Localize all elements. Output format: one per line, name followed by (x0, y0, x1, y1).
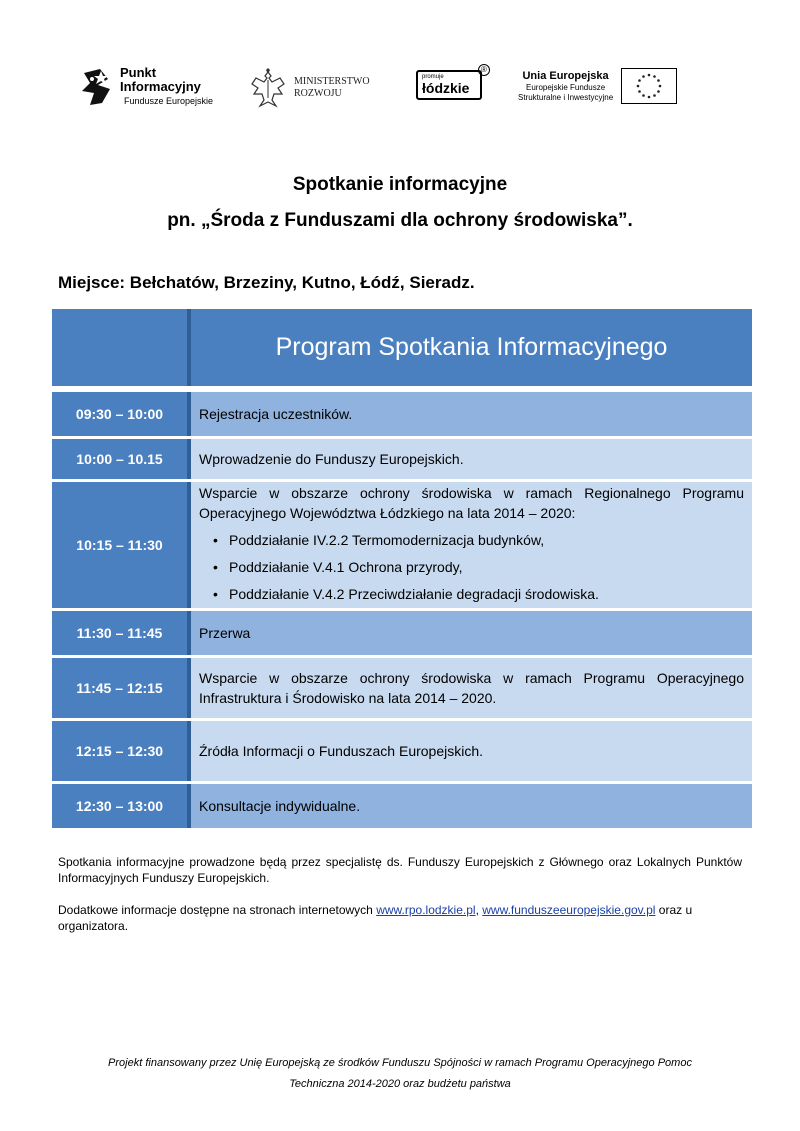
pif-star-icon (80, 67, 114, 107)
bullet-list (199, 527, 744, 608)
lodzkie-small-text: promuje (422, 74, 444, 80)
table-row (52, 439, 752, 479)
table-row (52, 784, 752, 828)
ue-line2: Europejskie Fundusze (526, 83, 606, 92)
logo-bar (0, 60, 800, 120)
time-cell: 11:45 – 12:15 (52, 658, 191, 718)
organizer-note: Spotkania informacyjne prowadzone będą przez specjalistę ds. Funduszy Europejskich z Głównego oraz Lokalnych Punktów Informacyjnych Funduszy Europejskich. (58, 855, 742, 885)
time-cell: 10:00 – 10.15 (52, 439, 191, 479)
activity-text: Wsparcie w obszarze ochrony środowiska w ramach Regionalnego Programu Operacyjnego Województwa Łódzkiego na lata 2014 – 2020: (199, 484, 744, 521)
table-row (52, 658, 752, 718)
unia-europejska-logo (518, 68, 677, 104)
list-item: • Poddziałanie V.4.2 Przeciwdziałanie degradacji środowiska. (199, 581, 744, 608)
pif-line3: Fundusze Europejskie (124, 96, 214, 106)
activity-cell: Przerwa (191, 611, 752, 655)
lodzkie-logo (416, 65, 487, 100)
activity-cell: Konsultacje indywidualne. (191, 784, 752, 828)
ue-line1: Unia Europejska (522, 70, 609, 82)
program-table (52, 309, 752, 831)
time-cell: 09:30 – 10:00 (52, 392, 191, 436)
info-note (58, 902, 742, 934)
footer-line1: Projekt finansowany przez Unię Europejską ze środków Funduszu Spójności w ramach Programu Operacyjnego Pomoc (108, 1057, 692, 1069)
fundusze-europejskie-link[interactable]: www.funduszeeuropejskie.gov.pl (482, 903, 656, 917)
header-time-cell (52, 309, 191, 386)
time-cell: 12:30 – 13:00 (52, 784, 191, 828)
activity-text: Wsparcie w obszarze ochrony środowiska w ramach Programu Operacyjnego Infrastruktura i Środowisko na lata 2014 – 2020. (199, 670, 744, 706)
rpo-lodzkie-link[interactable]: www.rpo.lodzkie.pl (376, 903, 476, 917)
info-note-text: Dodatkowe informacje dostępne na stronach internetowych (58, 903, 377, 917)
ministerstwo-logo (250, 68, 370, 108)
document-title: Spotkanie informacyjne (292, 174, 508, 195)
registered-mark-icon: ® (478, 64, 490, 76)
eu-flag-icon (621, 68, 677, 104)
eagle-emblem-icon (250, 68, 286, 108)
ue-line3: Strukturalne i Inwestycyjne (518, 93, 614, 102)
ministry-line1: MINISTERSTWO (294, 76, 370, 87)
pif-line1: Punkt (120, 65, 157, 80)
document-subtitle: pn. „Środa z Funduszami dla ochrony środowiska”. (167, 210, 633, 231)
table-row (52, 392, 752, 436)
time-cell: 11:30 – 11:45 (52, 611, 191, 655)
info-note-tail: oraz u organizatora. (58, 903, 693, 933)
punkt-informacyjny-logo (80, 66, 213, 108)
time-cell: 10:15 – 11:30 (52, 482, 191, 608)
activity-cell: Źródła Informacji o Funduszach Europejskich. (191, 721, 752, 781)
pif-line2: Informacyjny (120, 79, 201, 94)
table-row (52, 721, 752, 781)
activity-cell: Rejestracja uczestników. (191, 392, 752, 436)
activity-cell: Wprowadzenie do Funduszy Europejskich. (191, 439, 752, 479)
list-item: • Poddziałanie V.4.1 Ochrona przyrody, (199, 554, 744, 581)
activity-cell (191, 658, 752, 718)
activity-cell (191, 482, 752, 608)
time-cell: 12:15 – 12:30 (52, 721, 191, 781)
footer-line2: Techniczna 2014-2020 oraz budżetu państwa (289, 1078, 511, 1090)
table-row (52, 482, 752, 608)
list-item: • Poddziałanie IV.2.2 Termomodernizacja budynków, (199, 527, 744, 554)
lodzkie-big-text: łódzkie (422, 80, 470, 96)
meeting-location: Miejsce: Bełchatów, Brzeziny, Kutno, Łódź, Sieradz. (58, 273, 475, 292)
program-header-row (52, 309, 752, 386)
ministry-line2: ROZWOJU (294, 88, 342, 99)
link-separator: , (475, 903, 483, 917)
table-row (52, 611, 752, 655)
program-header-title: Program Spotkania Informacyjnego (191, 309, 752, 386)
